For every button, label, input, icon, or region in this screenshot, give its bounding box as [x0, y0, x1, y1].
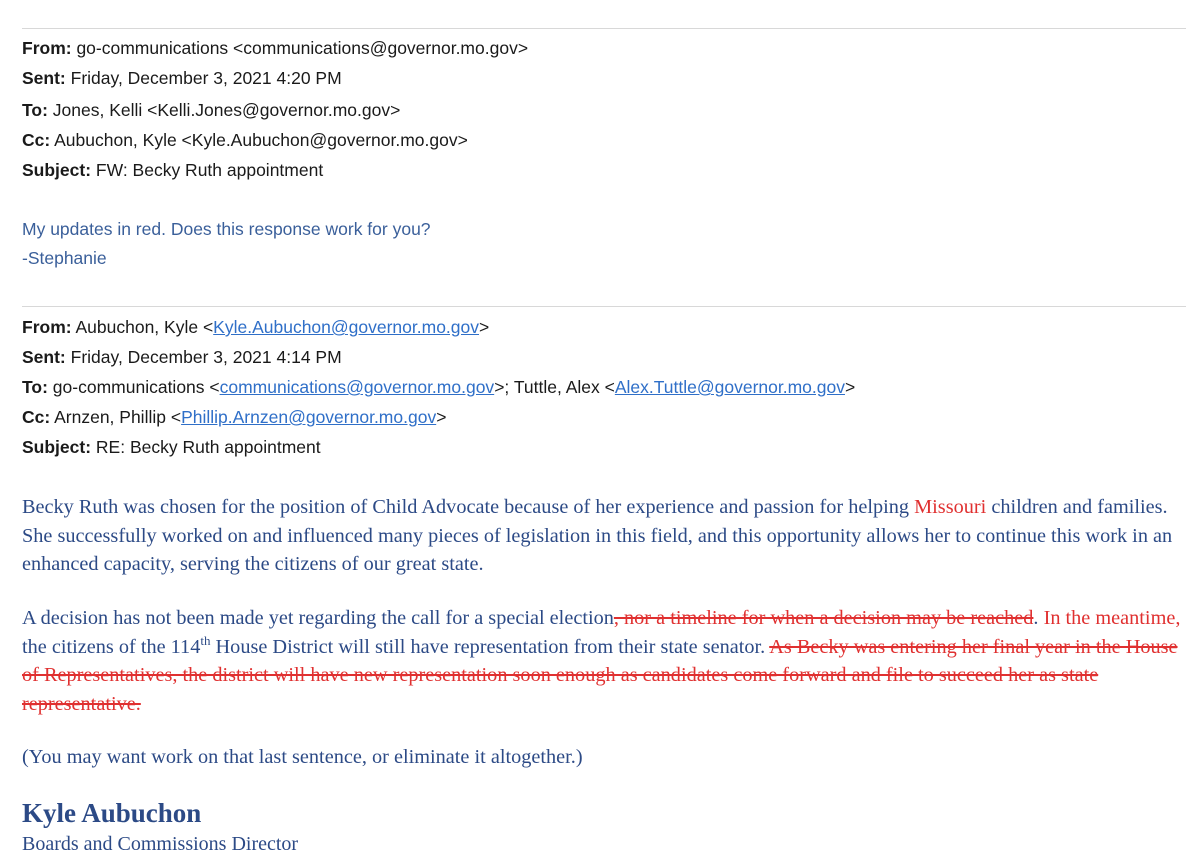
email2-sent [22, 342, 342, 372]
to-label: To: [22, 100, 48, 120]
email1-sent [22, 63, 342, 93]
forward-note-line1: My updates in red. Does this response work for you? [22, 219, 431, 239]
to-value: Jones, Kelli <Kelli.Jones@governor.mo.gov> [52, 100, 401, 120]
sent-label: Sent: [22, 68, 66, 88]
p2-strikethrough-2: As Becky was entering her final year in the House of Representatives, the district will have new representation soon enough as candidates come forward and file to succeed her as state representative. [22, 635, 1178, 715]
p2-text-a: A decision has not been made yet regarding the call for a special election [22, 607, 614, 629]
cc-name: Arnzen, Phillip [54, 407, 166, 427]
from-name: Aubuchon, Kyle [75, 317, 199, 337]
top-divider [22, 28, 1186, 29]
email1-subject [22, 155, 323, 185]
sent-label: Sent: [22, 347, 66, 367]
email2-cc: Cc: Arnzen, Phillip <Phillip.Arnzen@governor.mo.gov> [22, 407, 447, 427]
signature-name: Kyle Aubuchon [22, 798, 202, 828]
cc-label: Cc: [22, 130, 51, 150]
p2-text-c: the citizens of the 114 [22, 635, 201, 658]
email2-from: From: Aubuchon, Kyle <Kyle.Aubuchon@governor.mo.gov> [22, 317, 490, 337]
email1-cc [22, 125, 468, 155]
p1-text-b: children and families. She successfully worked on and influenced many pieces of legislation in this field, and this opportunity allows her to continue this work in an enhanced capacity, serving the citizens of our great state. [22, 496, 1173, 575]
p2-text-d: House District will still have representation from their state senator. [210, 635, 770, 658]
sent-value: Friday, December 3, 2021 4:20 PM [70, 68, 342, 88]
email1-from [22, 33, 528, 63]
email-divider [22, 306, 1186, 307]
subject-label: Subject: [22, 437, 92, 457]
from-label: From: [22, 317, 72, 337]
sent-value: Friday, December 3, 2021 4:14 PM [70, 347, 342, 367]
email2-to: To: go-communications <communications@governor.mo.gov>; Tuttle, Alex <Alex.Tuttle@governor.mo.gov> [22, 377, 856, 397]
p2-edit-red: In the meantime, [1043, 607, 1181, 629]
subject-label: Subject: [22, 160, 92, 180]
subject-value: FW: Becky Ruth appointment [95, 160, 324, 180]
email1-to [22, 95, 400, 125]
from-label: From: [22, 38, 72, 58]
p2-strikethrough-1: , nor a timeline for when a decision may be reached [613, 607, 1034, 629]
forward-note-signoff: -Stephanie [22, 248, 107, 268]
to-name-1: go-communications [52, 377, 205, 397]
from-value: go-communications <communications@governor.mo.gov> [76, 38, 529, 58]
body-paragraph-3: (You may want work on that last sentence, or eliminate it altogether.) [22, 746, 583, 768]
cc-label: Cc: [22, 407, 51, 427]
p2-text-b: . [1033, 607, 1044, 629]
from-email-link[interactable]: Kyle.Aubuchon@governor.mo.gov [213, 317, 480, 337]
email2-subject [22, 432, 321, 462]
p1-edit-red: Missouri [914, 496, 987, 518]
cc-email-link[interactable]: Phillip.Arnzen@governor.mo.gov [181, 407, 437, 427]
signature-title: Boards and Commissions Director [22, 833, 299, 855]
p2-superscript: th [200, 632, 211, 648]
to-email-link-1[interactable]: communications@governor.mo.gov [219, 377, 495, 397]
p1-text-a: Becky Ruth was chosen for the position of Child Advocate because of her experience and passion for helping [22, 496, 915, 518]
cc-value: Aubuchon, Kyle <Kyle.Aubuchon@governor.mo.gov> [54, 130, 468, 150]
to-name-2: Tuttle, Alex [513, 377, 600, 397]
body-paragraph-2 [22, 604, 1182, 718]
to-email-link-2[interactable]: Alex.Tuttle@governor.mo.gov [614, 377, 845, 397]
body-paragraph-1 [22, 493, 1182, 579]
to-label: To: [22, 377, 48, 397]
subject-value: RE: Becky Ruth appointment [95, 437, 321, 457]
